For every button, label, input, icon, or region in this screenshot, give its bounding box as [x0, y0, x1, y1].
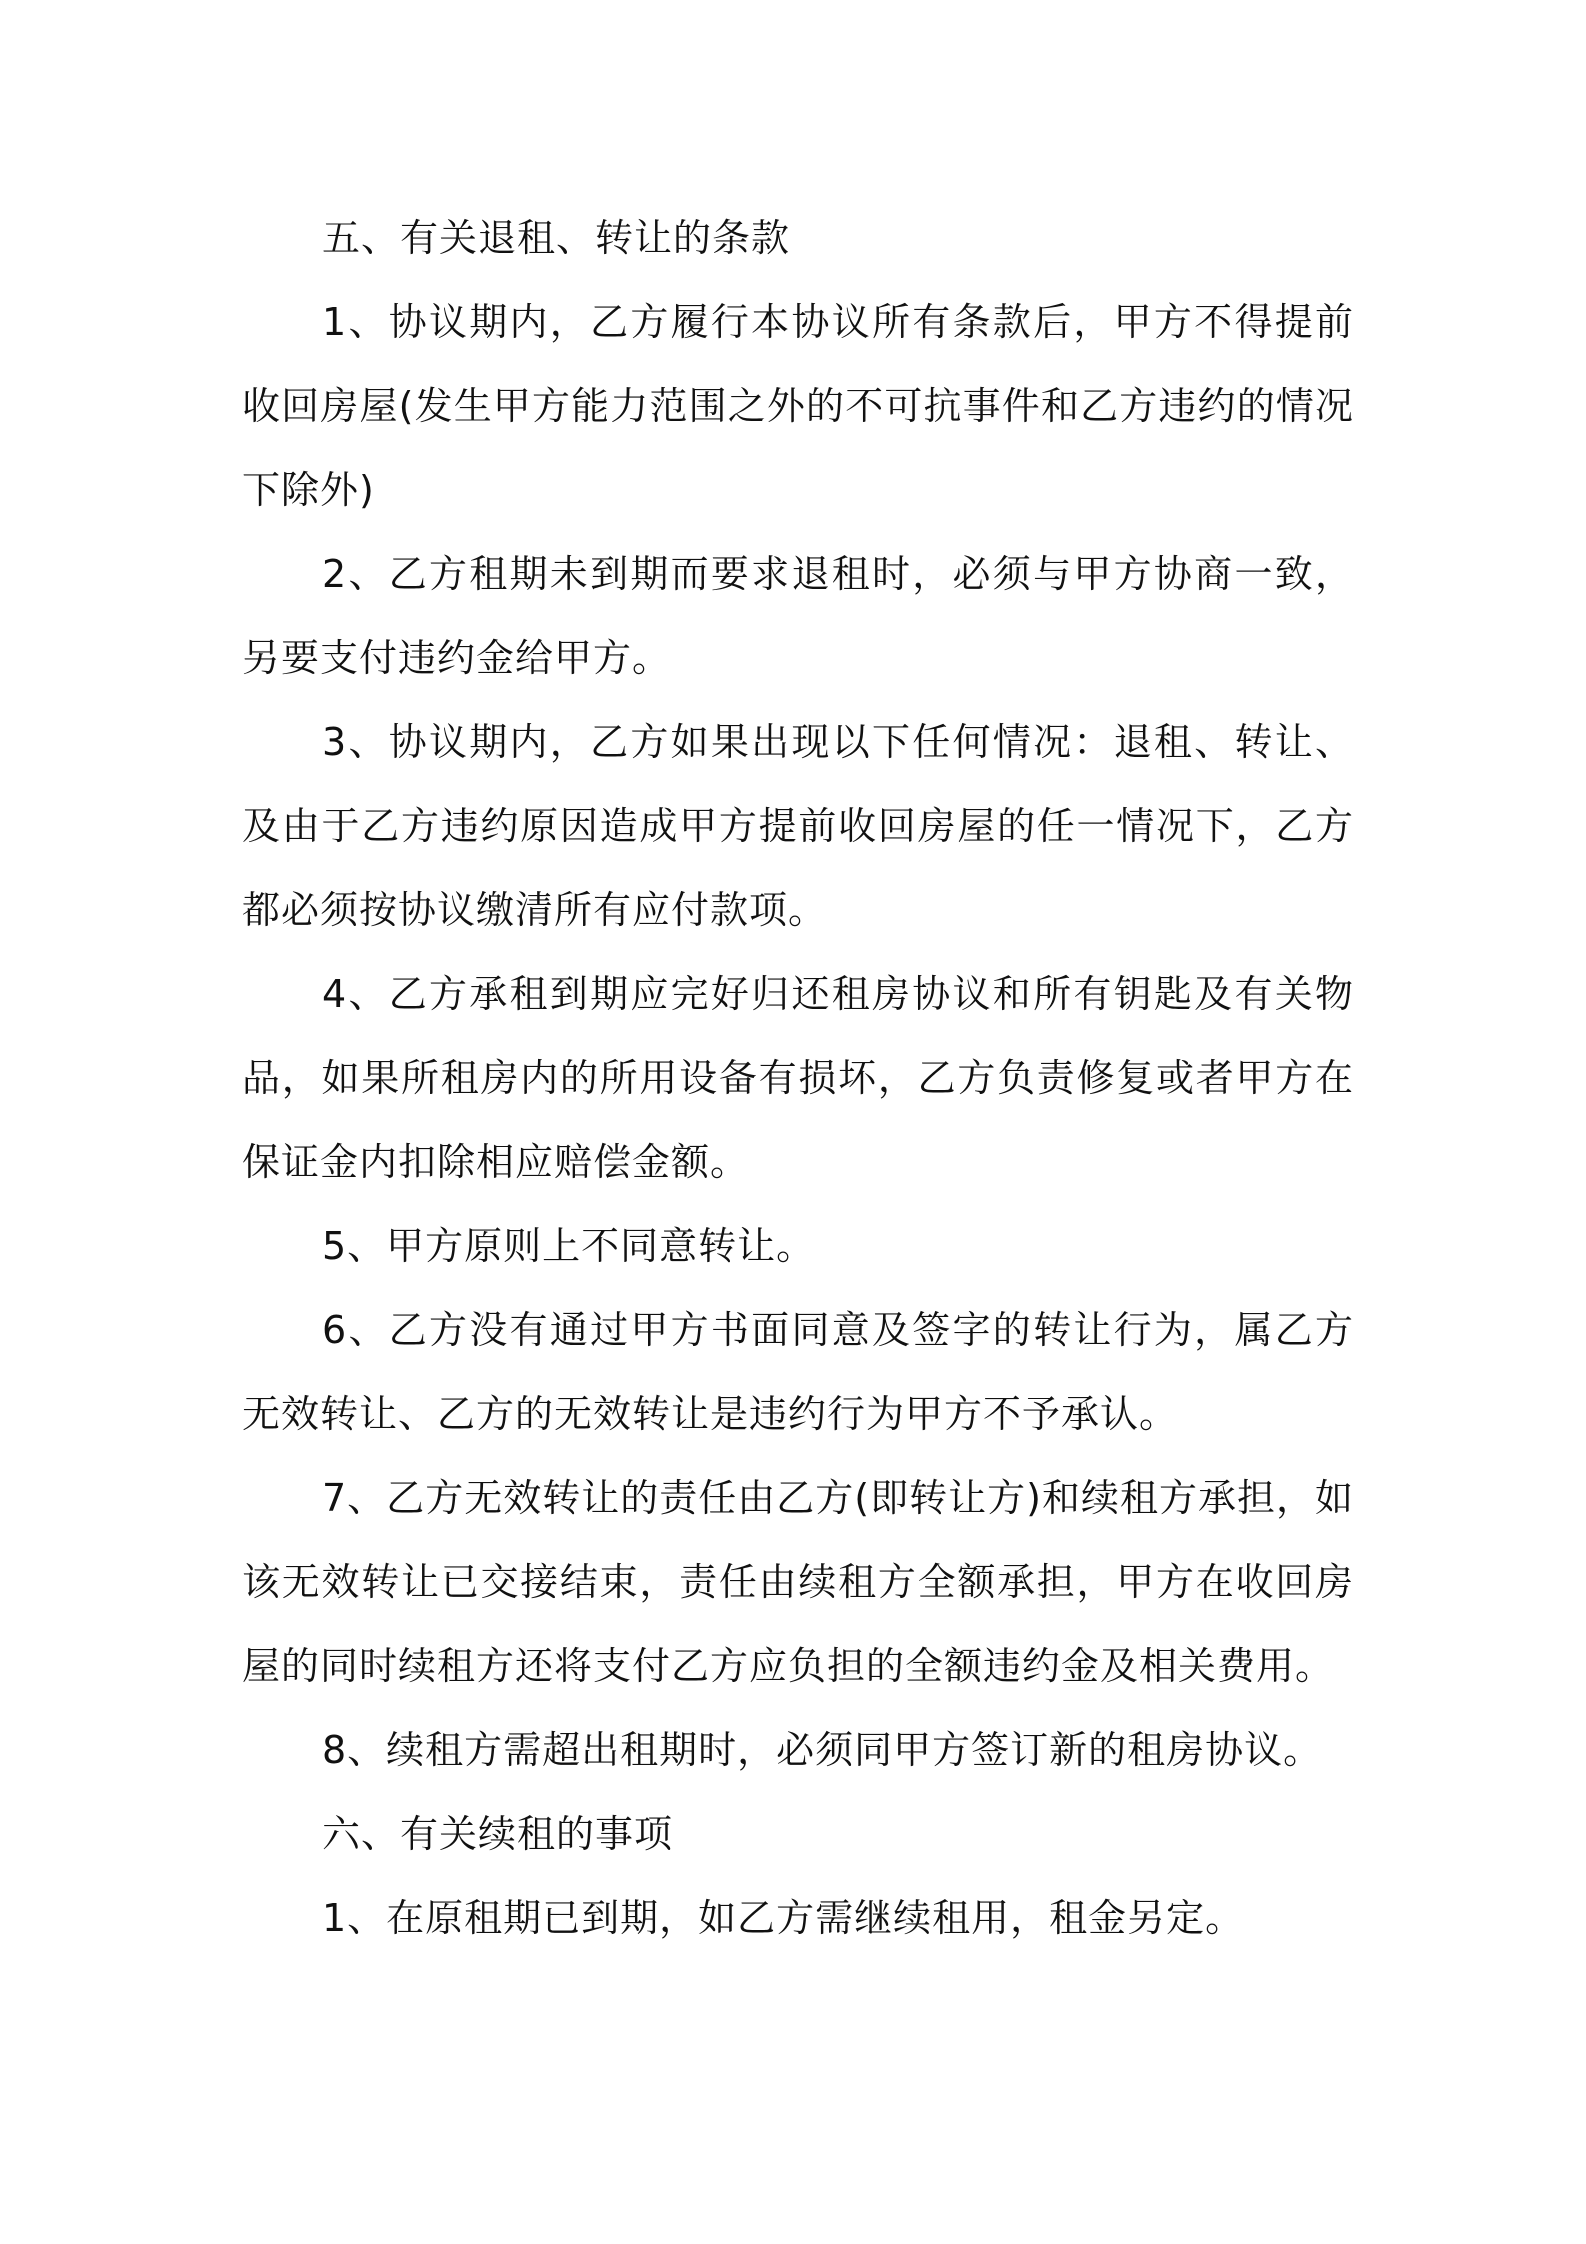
- clause-paragraph: 6、乙方没有通过甲方书面同意及签字的转让行为，属乙方无效转让、乙方的无效转让是违约行为甲方不予承认。: [242, 1308, 1354, 1436]
- clause-paragraph: 7、乙方无效转让的责任由乙方(即转让方)和续租方承担，如该无效转让已交接结束，责任由续租方全额承担，甲方在收回房屋的同时续租方还将支付乙方应负担的全额违约金及相关费用。: [242, 1476, 1354, 1688]
- clause-paragraph: 1、在原租期已到期，如乙方需继续租用，租金另定。: [322, 1896, 1245, 1940]
- clause-paragraph: 2、乙方租期未到期而要求退租时，必须与甲方协商一致，另要支付违约金给甲方。: [242, 552, 1354, 680]
- clause-paragraph: 3、协议期内，乙方如果出现以下任何情况：退租、转让、及由于乙方违约原因造成甲方提前收回房屋的任一情况下，乙方都必须按协议缴清所有应付款项。: [242, 720, 1354, 932]
- clause-paragraph: 1、协议期内，乙方履行本协议所有条款后，甲方不得提前收回房屋(发生甲方能力范围之外的不可抗事件和乙方违约的情况下除外): [242, 300, 1354, 512]
- clause-paragraph: 8、续租方需超出租期时，必须同甲方签订新的租房协议。: [322, 1728, 1323, 1772]
- section-heading: 六、有关续租的事项: [322, 1812, 674, 1856]
- section-heading: 五、有关退租、转让的条款: [322, 216, 791, 260]
- clause-paragraph: 5、甲方原则上不同意转让。: [322, 1224, 816, 1268]
- document-body: [242, 196, 1354, 1960]
- clause-paragraph: 4、乙方承租到期应完好归还租房协议和所有钥匙及有关物品，如果所租房内的所用设备有损坏，乙方负责修复或者甲方在保证金内扣除相应赔偿金额。: [242, 972, 1354, 1184]
